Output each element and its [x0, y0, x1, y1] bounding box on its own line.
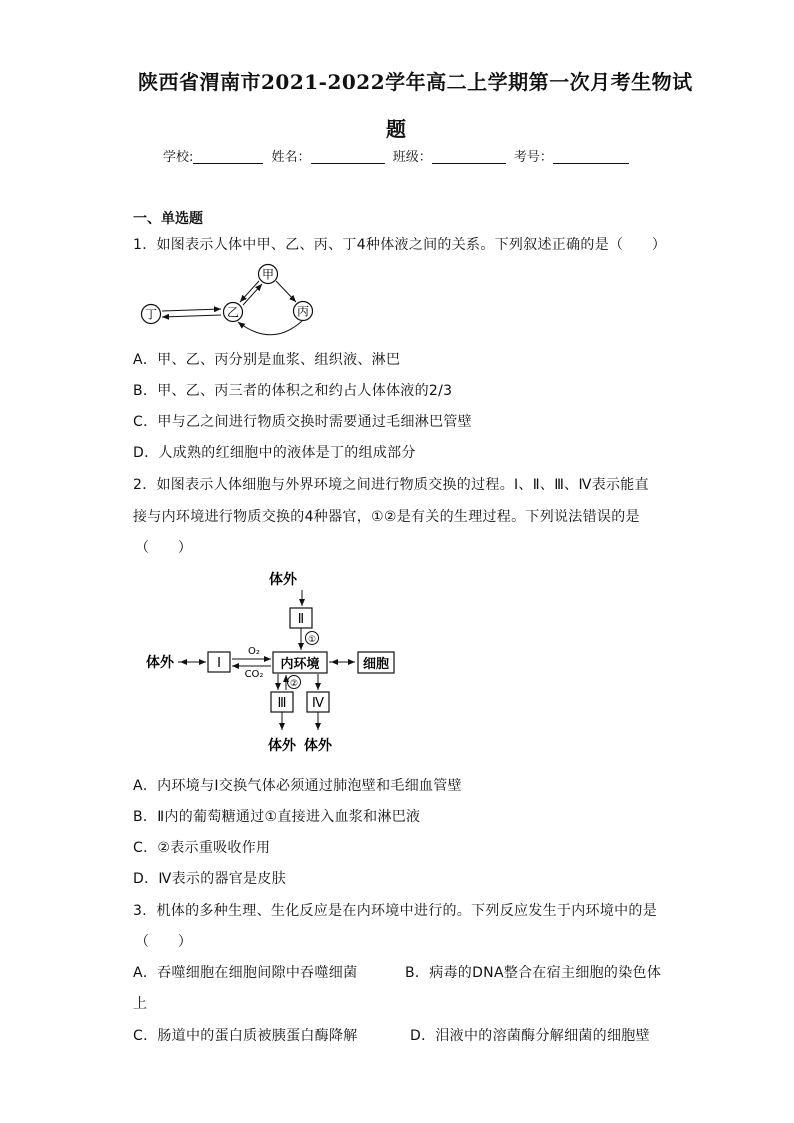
exam-no-field[interactable]: [553, 149, 629, 164]
q2-option-d[interactable]: D．Ⅳ表示的器官是皮肤: [133, 871, 286, 887]
school-label: 学校:: [163, 150, 194, 165]
class-label: 班级：: [392, 150, 432, 165]
q1-stem: 1．如图表示人体中甲、乙、丙、丁4种体液之间的关系。下列叙述正确的是（ ）: [133, 237, 667, 253]
q1-fluid-diagram: [132, 262, 332, 338]
page-title-line-2: 题: [386, 117, 407, 141]
label-co2: CO₂: [244, 669, 264, 680]
q2-option-a[interactable]: A．内环境与Ⅰ交换气体必须通过肺泡壁和毛细血管壁: [133, 778, 462, 794]
arrow-ding-to-yi: [162, 309, 221, 311]
label-cell: 细胞: [362, 657, 390, 672]
q2-option-b[interactable]: B．Ⅱ内的葡萄糖通过①直接进入血浆和淋巴液: [133, 809, 421, 825]
arrow-yi-to-ding: [162, 315, 221, 317]
label-o2: O₂: [248, 646, 260, 657]
label-outside-left: 体外: [146, 655, 174, 671]
q1-option-d[interactable]: D．人成熟的红细胞中的液体是丁的组成部分: [133, 445, 416, 461]
q1-option-b[interactable]: B．甲、乙、丙三者的体积之和约占人体体液的2/3: [133, 383, 453, 399]
arrow-yi-to-jia: [243, 284, 262, 305]
q2-exchange-diagram: [140, 566, 410, 758]
q3-option-b-line-1[interactable]: B．病毒的DNA整合在宿主细胞的染色体: [405, 965, 662, 981]
q2-stem-line-2: 接与内环境进行物质交换的4种器官，①②是有关的生理过程。下列说法错误的是: [133, 509, 640, 525]
label-process-1: ①: [307, 635, 317, 645]
name-label: 姓名：: [271, 150, 311, 165]
page-title-line-1: 陕西省渭南市2021-2022学年高二上学期第一次月考生物试: [138, 70, 693, 94]
exam-no-label: 考号：: [513, 150, 553, 165]
q3-stem-line-2: （ ）: [135, 934, 193, 950]
label-ding: 丁: [144, 307, 158, 322]
arrow-jia-to-bing: [276, 281, 296, 302]
label-outside-bottom-2: 体外: [304, 738, 332, 754]
label-yi: 乙: [226, 305, 240, 320]
q3-option-a[interactable]: A．吞噬细胞在细胞间隙中吞噬细菌: [133, 965, 358, 981]
label-bing: 丙: [296, 304, 310, 319]
q3-option-b-line-2[interactable]: 上: [133, 996, 148, 1012]
label-organ-3: Ⅲ: [277, 696, 287, 711]
label-process-2: ②: [289, 679, 299, 689]
label-outside-top: 体外: [269, 572, 297, 588]
name-field[interactable]: [311, 149, 385, 164]
q2-stem-line-3: （ ）: [135, 540, 193, 556]
q1-option-c[interactable]: C．甲与乙之间进行物质交换时需要通过毛细淋巴管壁: [133, 414, 472, 430]
school-field[interactable]: [193, 149, 263, 164]
label-internal-environment: 内环境: [280, 657, 320, 672]
q3-stem-line-1: 3．机体的多种生理、生化反应是在内环境中进行的。下列反应发生于内环境中的是: [133, 903, 658, 919]
label-jia: 甲: [261, 267, 275, 282]
q2-stem-line-1: 2．如图表示人体细胞与外界环境之间进行物质交换的过程。Ⅰ、Ⅱ、Ⅲ、Ⅳ表示能直: [133, 477, 649, 493]
label-organ-4: Ⅳ: [312, 696, 324, 711]
arrow-jia-to-yi: [240, 281, 259, 302]
class-field[interactable]: [432, 149, 506, 164]
label-organ-1: Ⅰ: [217, 656, 221, 671]
q2-option-c[interactable]: C．②表示重吸收作用: [133, 840, 271, 856]
student-info-row: [163, 146, 633, 165]
q1-option-a[interactable]: A．甲、乙、丙分别是血浆、组织液、淋巴: [133, 352, 401, 368]
q3-option-c[interactable]: C．肠道中的蛋白质被胰蛋白酶降解: [133, 1028, 358, 1044]
label-outside-bottom-1: 体外: [268, 738, 296, 754]
q3-option-d[interactable]: D．泪液中的溶菌酶分解细菌的细胞壁: [410, 1028, 650, 1044]
label-organ-2: Ⅱ: [297, 612, 305, 627]
section-title: 一、单选题: [133, 211, 203, 227]
arrow-bing-to-yi: [238, 321, 302, 335]
